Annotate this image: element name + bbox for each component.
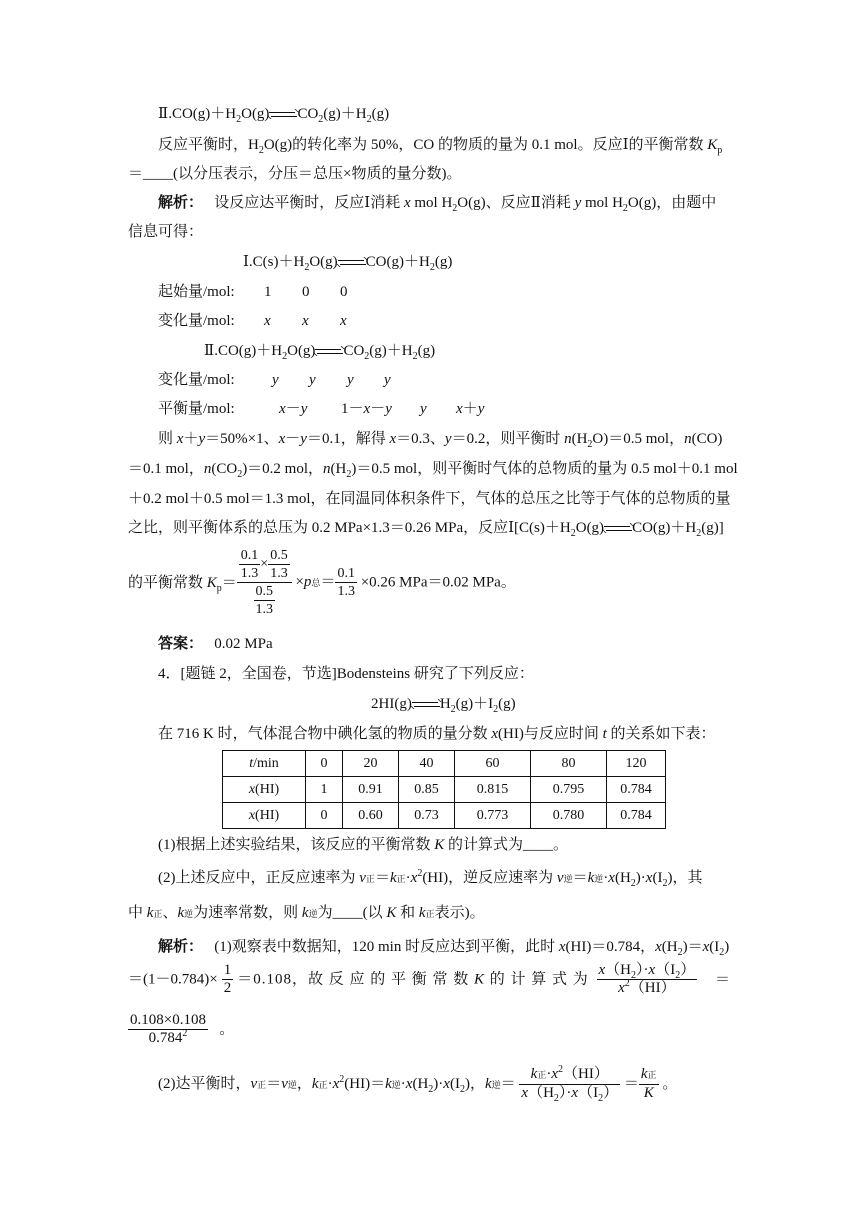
solution-part-1: ＝(1－0.784)× $\frac{1}{2}$ ＝0.108，故 反 应 的 平 衡 常 数 K 的 计 算 式 为 $\frac{x(H_2)\cdot x(I_2)}{x^2(HI)}$ ＝	[128, 962, 730, 997]
kp-formula: 的平衡常数 $K_p=$ $\frac{0.1}{1.3}$ × $\frac{0.5}{1.3}$ $\frac{0.5}{1.3}$ ×p总＝ $\frac{0.1}{1.3}$ ×0.26 MPa＝0.02 MPa。	[128, 548, 516, 617]
ice-row-change-II: 变化量/mol: y y y y	[158, 372, 391, 388]
table-cell: 0.91	[343, 777, 399, 803]
table-header-cell: 80	[531, 751, 607, 777]
solution-text: 则 x＋y＝50%×1、x－y＝0.1，解得 x＝0.3、y＝0.2，则平衡时 $n(H_2O)=0.5$ mol，n(CO)	[158, 431, 723, 450]
ice-row-initial: 起始量/mol: 1 0 0	[158, 284, 348, 300]
equilibrium-arrow-icon	[412, 699, 440, 711]
question-4-part-2: (2)上述反应中，正反应速率为 v正＝k正$\cdot x^2(HI)$，逆反应速率为 v逆＝k逆$\cdot x(H_2)\cdot x(I_2)$，其	[158, 868, 703, 889]
solution-text: 之比，则平衡体系的总压为 0.2 MPa×1.3＝0.26 MPa，反应$Ⅰ[C(s)+H_2O(g)$ $CO(g)+H_2(g)$]	[128, 520, 724, 539]
solution-part-2: (2)达平衡时，v正＝v逆，k正$\cdot x^2(HI)=k$逆$\cdot x(H_2)\cdot x(I_2)$，k逆＝ $\frac{k正\cdot x^2(HI)}{x(H_2)\cdot x(I_2)}$ ＝ $\frac{\text{k正}}{K}$ 。	[158, 1064, 678, 1104]
equilibrium-arrow-icon	[338, 257, 366, 269]
table-cell: 1	[306, 777, 343, 803]
solution-text: 信息可得：	[128, 224, 204, 240]
problem-text: ＝____(以分压表示，分压＝总压×物质的量分数)。	[128, 166, 462, 182]
question-4-part-1: (1)根据上述实验结果，该反应的平衡常数 K 的计算式为____。	[158, 837, 569, 853]
problem-text: 反应平衡时，$H_2O(g)$的转化率为 50%，CO 的物质的量为 0.1 mol。反应Ⅰ的平衡常数 $K_p$	[158, 137, 723, 156]
question-4-description: 在 716 K 时，气体混合物中碘化氢的物质的量分数 x(HI)与反应时间 t 的关系如下表：	[158, 726, 716, 742]
solution-intro: 解析： 设反应达平衡时，反应Ⅰ消耗 x mol $H_2O(g)$、反应Ⅱ消耗 y mol $H_2O(g)$，由题中	[158, 195, 717, 214]
solution-text: ＝0.1 mol，$n(CO_2)=0.2$ mol，$n(H_2)=0.5$ mol，则平衡时气体的总物质的量为 0.5 mol＋0.1 mol	[128, 461, 738, 480]
table-cell: 0.773	[455, 803, 531, 829]
table-header-cell: 0	[306, 751, 343, 777]
table-row	[223, 751, 666, 777]
table-header-cell: 120	[607, 751, 666, 777]
table-cell: 0.784	[607, 803, 666, 829]
reaction-II-equation: $Ⅱ.CO(g)+H_2O(g)$ $CO_2(g)+H_2(g)$	[158, 106, 390, 125]
answer-line	[158, 634, 273, 654]
ice-row-equilibrium: 平衡量/mol: x－y 1－x－y y x＋y	[158, 401, 485, 417]
reaction-I-equation: $Ⅰ.C(s)+H_2O(g)$ $CO(g)+H_2(g)$	[243, 254, 453, 273]
equilibrium-arrow-icon	[269, 109, 297, 121]
table-header-cell: t/min	[223, 751, 306, 777]
table-cell: 0.85	[399, 777, 455, 803]
table-header-cell: 40	[399, 751, 455, 777]
table-cell: 0.60	[343, 803, 399, 829]
question-4-part-2: 中 k正、k逆为速率常数，则 k逆为____(以 K 和 k正表示)。	[128, 905, 485, 921]
solution-label: 解析：	[158, 195, 204, 211]
solution-part-1: $\frac{0.108\times 0.108}{0.784^2}$ 。	[130, 1012, 235, 1047]
table-row	[223, 803, 666, 829]
table-cell: 0.73	[399, 803, 455, 829]
table-cell: 0.780	[531, 803, 607, 829]
table-row	[223, 777, 666, 803]
reaction-II-equation: $Ⅱ.CO(g)+H_2O(g)$ $CO_2(g)+H_2(g)$	[204, 343, 436, 362]
table-header-cell: 20	[343, 751, 399, 777]
table-cell: x(HI)	[223, 803, 306, 829]
ice-row-change-I: 变化量/mol: x x x	[158, 313, 347, 329]
equilibrium-arrow-icon	[315, 346, 343, 358]
equilibrium-arrow-icon	[604, 523, 632, 535]
table-cell: 0.815	[455, 777, 531, 803]
question-4-equation: 2HI(g) $H_2(g)+I_2(g)$	[371, 696, 516, 715]
answer-label: 答案：	[158, 636, 204, 652]
table-cell: 0.784	[607, 777, 666, 803]
table-header-cell: 60	[455, 751, 531, 777]
table-cell: 0	[306, 803, 343, 829]
table-cell: x(HI)	[223, 777, 306, 803]
solution-label: 解析：	[158, 939, 204, 955]
answer-value: 0.02 MPa	[214, 636, 273, 652]
question-4-title: 4．[题链 2，全国卷，节选]Bodensteins 研究了下列反应：	[158, 666, 534, 682]
table-cell: 0.795	[531, 777, 607, 803]
solution-text: ＋0.2 mol＋0.5 mol＝1.3 mol，在同温同体积条件下，气体的总压之比等于气体的总物质的量	[128, 491, 731, 507]
data-table	[222, 750, 666, 829]
solution-part-1: 解析： (1)观察表中数据知，120 min 时反应达到平衡，此时 x(HI)＝0.784，$x(H_2)=x(I_2)$	[158, 939, 730, 958]
